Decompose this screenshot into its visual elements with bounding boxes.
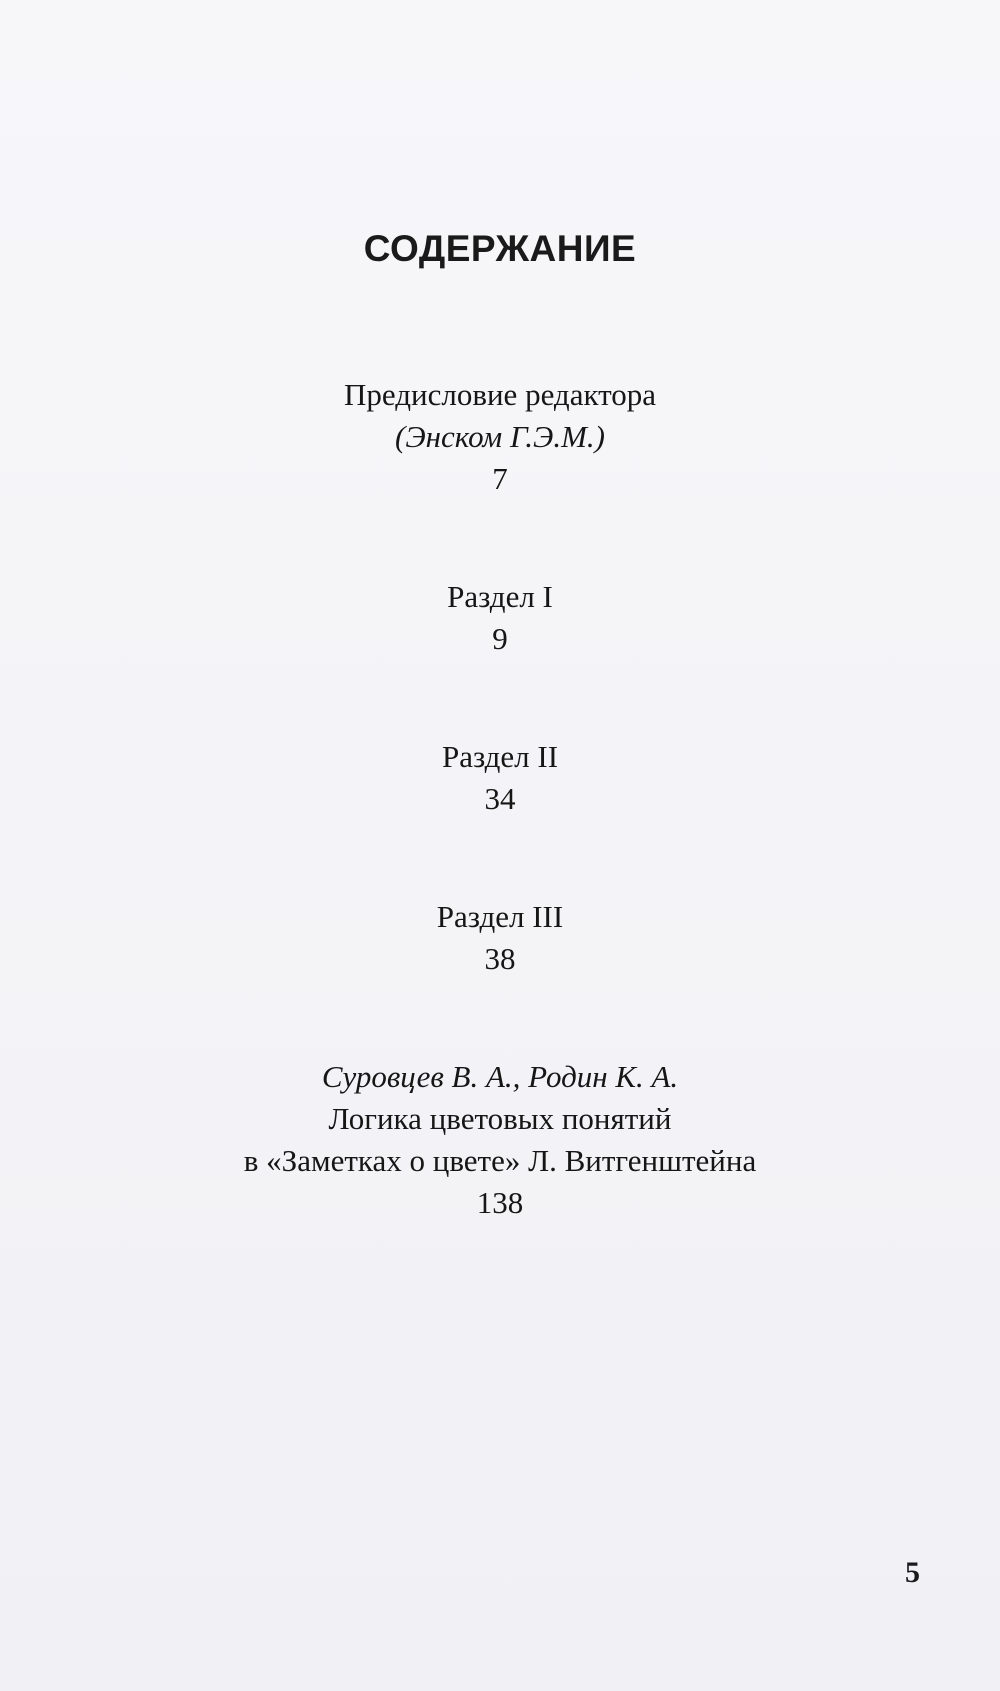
toc-entry-article	[0, 1056, 1000, 1224]
toc-entry-authors: Суровцев В. А., Родин К. А.	[321, 1059, 679, 1094]
toc-entry-page: 9	[492, 621, 508, 656]
toc-entry-page: 7	[492, 461, 508, 496]
toc-entry-title: Раздел II	[441, 739, 559, 774]
page-title: СОДЕРЖАНИЕ	[363, 228, 637, 269]
toc-entry-title: Предисловие редактора	[344, 377, 656, 412]
toc-entry-section-2	[0, 736, 1000, 820]
toc-entry-page: 38	[484, 941, 516, 976]
toc-entry-section-3	[0, 896, 1000, 980]
toc-entry-preface	[0, 374, 1000, 500]
toc-entry-page: 138	[476, 1185, 524, 1220]
toc-entry-section-1	[0, 576, 1000, 660]
page-number: 5	[905, 1556, 920, 1589]
toc-entry-subtitle: в «Заметках о цвете» Л. Витгенштейна	[243, 1143, 757, 1178]
toc-entry-page: 34	[484, 781, 516, 816]
toc-entry-author: (Энском Г.Э.М.)	[395, 419, 605, 454]
toc-entry-title: Логика цветовых понятий	[328, 1101, 672, 1136]
toc-entry-title: Раздел I	[447, 579, 553, 614]
toc-entry-title: Раздел III	[436, 899, 564, 934]
